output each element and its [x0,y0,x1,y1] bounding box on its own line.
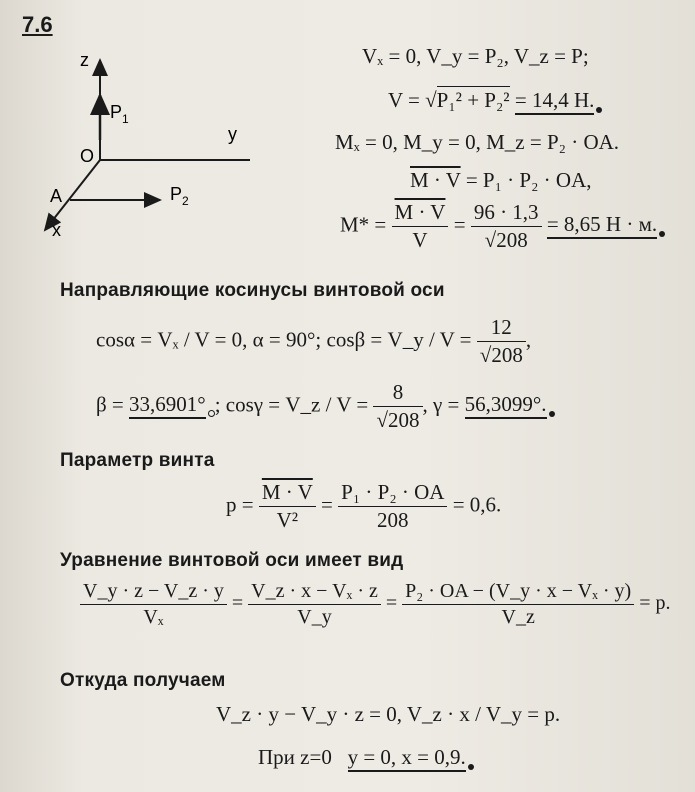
result-line-2: При z=0 y = 0, x = 0,9. [258,745,474,770]
point-a-label: A [50,186,63,206]
cosines-line-2: β = 33,6901° ; cosγ = V_z / V = $\frac{8}{√208}$ , γ = 56,3099°. [96,380,555,433]
x-label: x [52,220,61,240]
problem-number: 7.6 [22,12,53,37]
heading-axis-equation: Уравнение винтовой оси имеет вид [60,550,404,571]
moment-components: Mₓ = 0, M_y = 0, M_z = P₂ · OA. [335,130,620,154]
force-diagram [30,40,260,250]
y-label: y [228,124,237,144]
dot-product-line: M · V = P₁ · P₂ · OA, [410,168,592,192]
heading-cosines: Направляющие косинусы винтовой оси [60,280,445,301]
heading-result: Откуда получаем [60,670,226,691]
axis-equation: $\frac{V\_y \cdot z - V\_z \cdot y}{\text{Vₓ}}$ = $\frac{\text{V\_z · x − Vₓ · z}}{V\_y}$ = $\frac{\text{P₂ · OA − (V\_y · x − Vₓ · y)}}{V\_z}$ = p. [80,580,671,629]
heading-parameter: Параметр винта [60,450,215,471]
p1-label: $P_1$ [110,102,129,126]
z-label: z [80,50,89,70]
p2-label: $P_2$ [170,184,189,208]
m-star-line: M* = $\frac{M \cdot V}{V}$ = $\frac{96 \cdot 1,3}{√208}$ = 8,65 Н · м. [340,200,665,253]
velocity-components: Vₓ = 0, V_y = P₂, V_z = P; [362,44,589,68]
origin-label: O [80,146,95,166]
parameter-line: p = $\frac{M \cdot V}{\text{V²}}$ = $\frac{\text{P₁ · P₂ · OA}}{208}$ = 0,6. [226,480,502,532]
v-magnitude: V = √P₁² + P₂² = 14,4 Н. [388,88,602,113]
cosines-line-1: cosα = Vₓ / V = 0, α = 90°; cosβ = V_y / V = $\frac{12}{√208}$ , [96,315,532,367]
result-line-1: V_z · y − V_y · z = 0, V_z · x / V_y = p. [216,702,561,726]
